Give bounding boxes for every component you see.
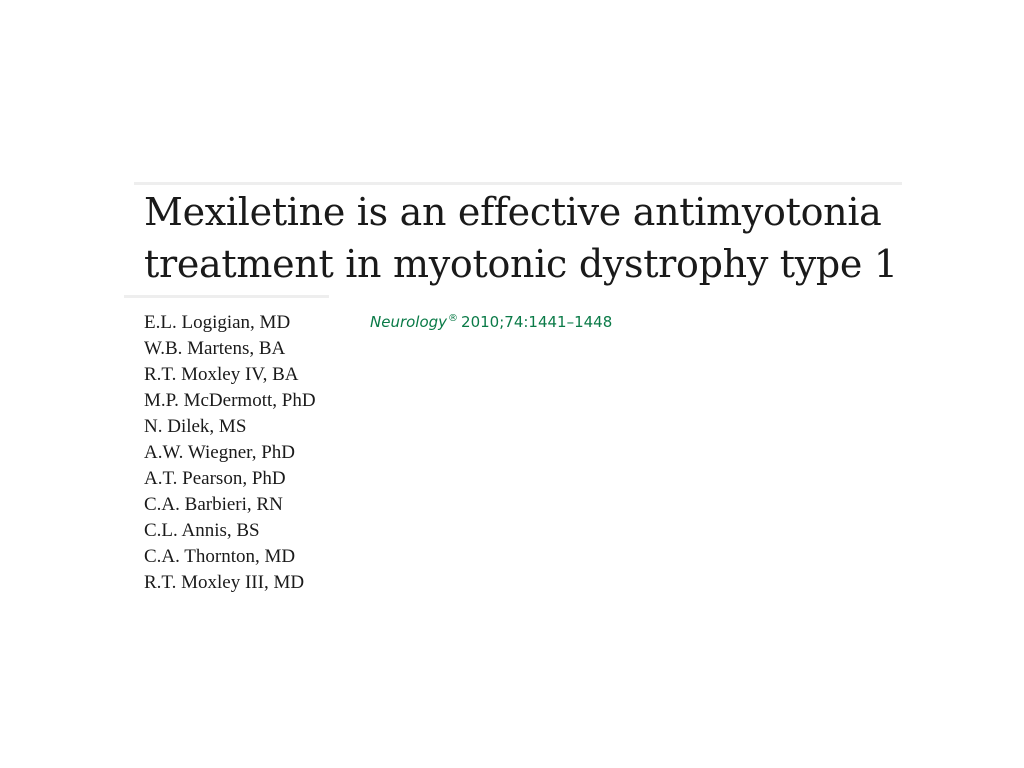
citation-reference: 2010;74:1441–1448	[461, 313, 613, 331]
author-item: E.L. Logigian, MD	[144, 312, 291, 333]
article-title	[144, 186, 904, 290]
article-title-line-2: treatment in myotonic dystrophy type 1	[144, 242, 898, 286]
journal-citation	[370, 313, 612, 331]
author-item: A.T. Pearson, PhD	[144, 468, 286, 489]
journal-name: Neurology	[370, 313, 448, 331]
author-item: R.T. Moxley IV, BA	[144, 364, 299, 385]
author-item: R.T. Moxley III, MD	[144, 572, 305, 593]
author-item: C.A. Barbieri, RN	[144, 494, 283, 515]
author-item: C.L. Annis, BS	[144, 520, 260, 541]
title-bottom-rule	[124, 295, 329, 298]
author-item: W.B. Martens, BA	[144, 338, 286, 359]
author-list	[144, 310, 316, 596]
author-item: N. Dilek, MS	[144, 416, 247, 437]
author-item: C.A. Thornton, MD	[144, 546, 296, 567]
author-item: M.P. McDermott, PhD	[144, 390, 316, 411]
registered-mark: ®	[448, 313, 459, 324]
author-item: A.W. Wiegner, PhD	[144, 442, 295, 463]
article-title-line-1: Mexiletine is an effective antimyotonia	[144, 190, 882, 234]
title-top-rule	[134, 182, 902, 185]
